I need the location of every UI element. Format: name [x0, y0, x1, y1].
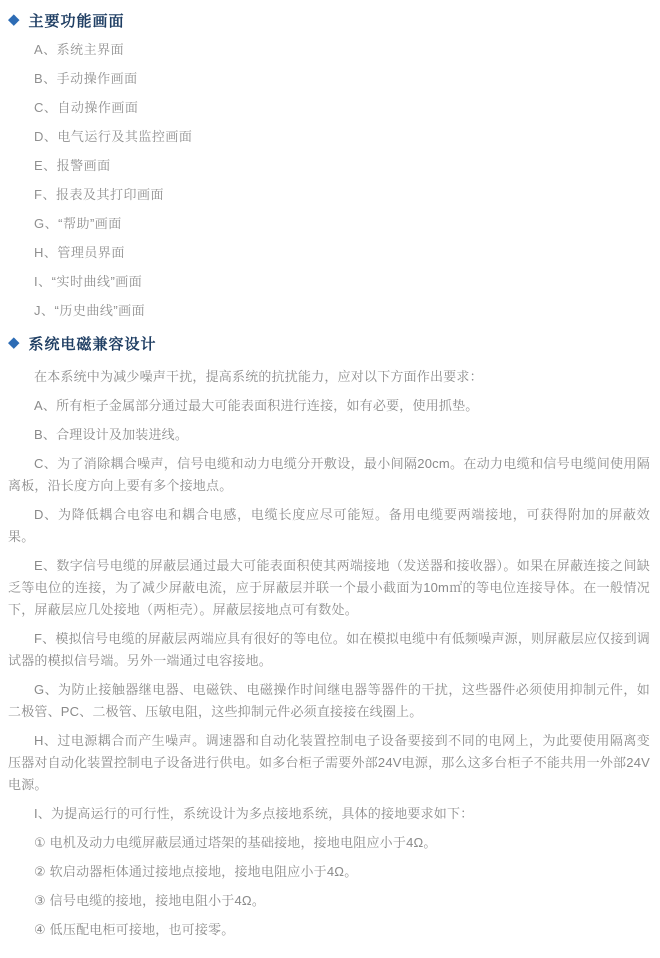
section-title: 系统电磁兼容设计 [28, 336, 157, 353]
section-title: 主要功能画面 [28, 13, 125, 30]
paragraph: F、模拟信号电缆的屏蔽层两端应具有很好的等电位。如在模拟电缆中有低频噪声源，则屏蔽层应仅接到调试器的模拟信号端。另外一端通过电容接地。 [8, 631, 650, 668]
intro-paragraph: 在本系统中为减少噪声干扰，提高系统的抗扰能力，应对以下方面作出要求： [34, 369, 483, 384]
grounding-item: ③ 信号电缆的接地，接地电阻小于4Ω。 [34, 893, 266, 908]
grounding-item: ④ 低压配电柜可接地，也可接零。 [34, 922, 235, 937]
paragraph: G、为防止接触器继电器、电磁铁、电磁操作时间继电器等器件的干扰，这些器件必须使用抑制元件，如二极管、PC、二极管、压敏电阻，这些抑制元件必须直接接在线圈上。 [8, 682, 650, 719]
list-item: B、手动操作画面 [34, 71, 138, 86]
grounding-item: ① 电机及动力电缆屏蔽层通过塔架的基础接地，接地电阻应小于4Ω。 [34, 835, 437, 850]
paragraph: A、所有柜子金属部分通过最大可能表面积进行连接，如有必要，使用抓垫。 [34, 398, 479, 413]
list-item: E、报警画面 [34, 158, 111, 173]
list-item: F、报表及其打印画面 [34, 187, 164, 202]
list-item: G、“帮助”画面 [34, 216, 122, 231]
diamond-bullet-icon: ◆ [8, 11, 20, 28]
list-item: C、自动操作画面 [34, 100, 139, 115]
paragraph: I、为提高运行的可行性，系统设计为多点接地系统，具体的接地要求如下： [34, 806, 474, 821]
section-header [8, 333, 654, 354]
diamond-bullet-icon: ◆ [8, 334, 20, 351]
paragraph: C、为了消除耦合噪声，信号电缆和动力电缆分开敷设，最小间隔20cm。在动力电缆和信号电缆间使用隔离板，沿长度方向上要有多个接地点。 [8, 456, 650, 493]
list-item: H、管理员界面 [34, 245, 125, 260]
list-item: A、系统主界面 [34, 42, 125, 57]
function-list [6, 43, 654, 317]
section-emc-design [6, 333, 654, 941]
grounding-item: ② 软启动器柜体通过接地点接地，接地电阻应小于4Ω。 [34, 864, 358, 879]
paragraph: E、数字信号电缆的屏蔽层通过最大可能表面积使其两端接地（发送器和接收器）。如果在屏蔽连接之间缺乏等电位的连接，为了减少屏蔽电流，应于屏蔽层并联一个最小截面为10m㎡的等电位连接导体。在一般情况下，屏蔽层应几处接地（两柜壳）。屏蔽层接地点可有数处。 [8, 558, 650, 617]
list-item: I、“实时曲线”画面 [34, 274, 143, 289]
paragraph: B、合理设计及加装进线。 [34, 427, 189, 442]
list-item: D、电气运行及其监控画面 [34, 129, 193, 144]
list-item: J、“历史曲线”画面 [34, 303, 146, 318]
section-header [8, 10, 654, 31]
section-main-functions [6, 10, 654, 317]
paragraph: H、过电源耦合而产生噪声。调速器和自动化装置控制电子设备要接到不同的电网上，为此要使用隔离变压器对自动化装置控制电子设备进行供电。如多台柜子需要外部24V电源，那么这多台柜子不能共用一外部24V电源。 [8, 733, 650, 792]
paragraph: D、为降低耦合电容电和耦合电感，电缆长度应尽可能短。备用电缆要两端接地，可获得附加的屏蔽效果。 [8, 507, 650, 544]
